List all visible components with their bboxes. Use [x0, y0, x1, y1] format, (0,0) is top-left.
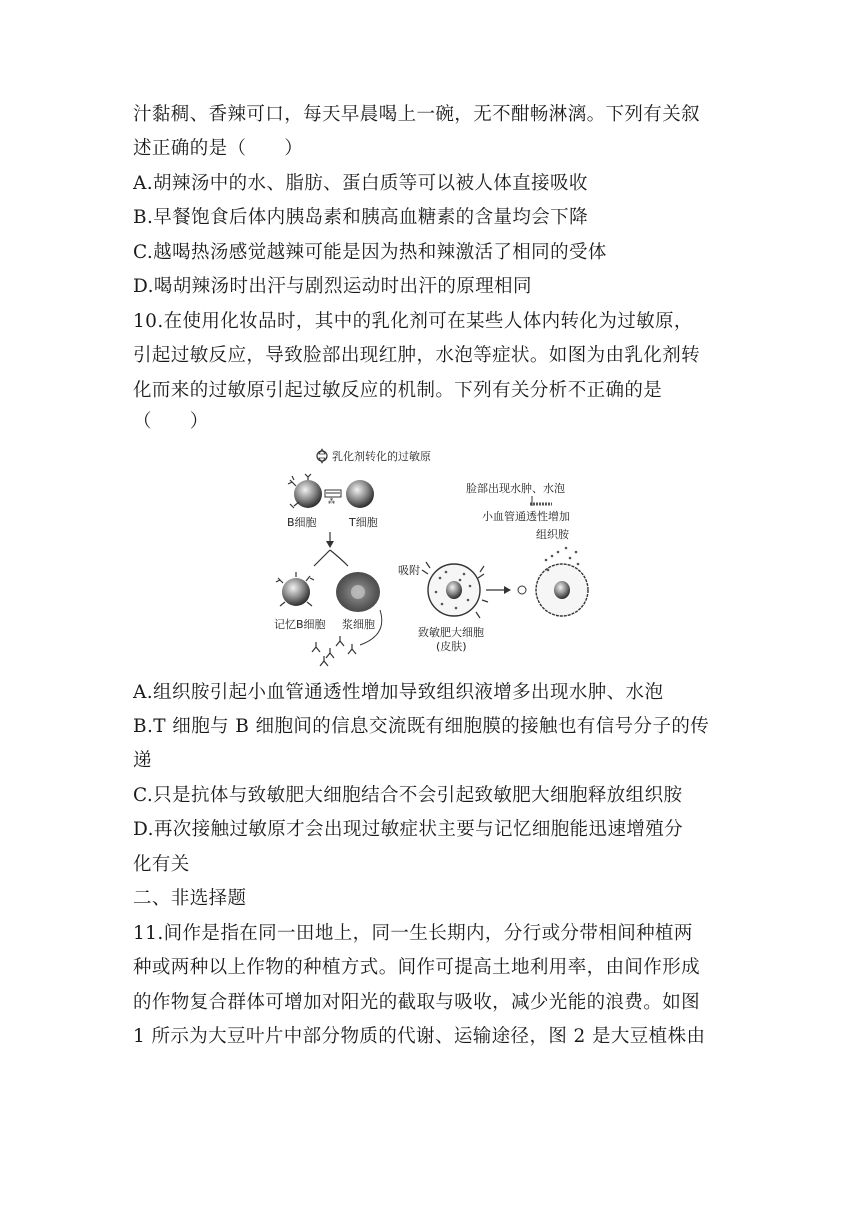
label-memory-b: 记忆B细胞 — [274, 618, 326, 631]
q10-option-d-line1: D.再次接触过敏原才会出现过敏症状主要与记忆细胞能迅速增殖分 — [133, 819, 684, 840]
q11-line4: 1 所示为大豆叶片中部分物质的代谢、运输途径，图 2 是大豆植株由 — [133, 1026, 706, 1047]
label-mast: 致敏肥大细胞 — [418, 626, 484, 639]
q10-stem-line1: 10.在使用化妆品时，其中的乳化剂可在某些人体内转化为过敏原， — [133, 311, 693, 332]
q9-option-b: B.早餐饱食后体内胰岛素和胰高血糖素的含量均会下降 — [133, 207, 588, 228]
q10-option-a: A.组织胺引起小血管通透性增加导致组织液增多出现水肿、水泡 — [133, 682, 664, 703]
bt-contact-icon — [325, 490, 341, 506]
degranulating-cell-icon — [536, 547, 588, 616]
q10-option-d-line2: 化有关 — [133, 854, 190, 875]
label-allergen: 乳化剂转化的过敏原 — [332, 450, 431, 463]
q9-option-a: A.胡辣汤中的水、脂肪、蛋白质等可以被人体直接吸收 — [133, 173, 588, 194]
q11-line2: 种或两种以上作物的种植方式。间作可提高土地利用率，由间作形成 — [133, 957, 701, 978]
b-cell-icon — [288, 474, 322, 508]
q11-line1: 11.间作是指在同一田地上，同一生长期内，分行或分带相间种植两 — [133, 923, 693, 944]
allergy-mechanism-figure — [270, 440, 600, 670]
label-skin: (皮肤) — [436, 640, 467, 653]
label-b-cell: B细胞 — [287, 516, 317, 529]
q10-stem-line2: 引起过敏反应，导致脸部出现红肿，水泡等症状。如图为由乳化剂转 — [133, 345, 701, 366]
allergy-diagram — [270, 440, 600, 670]
plasma-cell-icon — [336, 572, 380, 612]
allergen-icon — [317, 449, 327, 463]
q10-option-c: C.只是抗体与致敏肥大细胞结合不会引起致敏肥大细胞释放组织胺 — [133, 785, 683, 806]
q9-option-d: D.喝胡辣汤时出汗与剧烈运动时出汗的原理相同 — [133, 276, 532, 297]
split-arrow-icon — [314, 532, 348, 566]
q10-option-b-line2: 递 — [133, 750, 152, 771]
svg-text:⁂: ⁂ — [328, 498, 335, 506]
label-face: 脸部出现水肿、水泡 — [466, 482, 565, 495]
label-histamine: 组织胺 — [536, 528, 569, 541]
memory-b-cell-icon — [276, 572, 314, 606]
q10-stem-line3: 化而来的过敏原引起过敏反应的机制。下列有关分析不正确的是 — [133, 380, 663, 401]
q9-stem-line1: 汁黏稠、香辣可口，每天早晨喝上一碗，无不酣畅淋漓。下列有关叙 — [133, 104, 701, 125]
q10-stem-line4: （ ） — [133, 411, 209, 432]
q11-line3: 的作物复合群体可增加对阳光的截取与吸收，减少光能的浪费。如图 — [133, 992, 701, 1013]
label-t-cell: T细胞 — [349, 516, 378, 529]
section-heading: 二、非选择题 — [133, 888, 247, 909]
q9-stem-line2: 述正确的是（ ） — [133, 138, 304, 159]
t-cell-icon — [346, 480, 374, 508]
antibody-icons — [312, 636, 356, 666]
activation-arrow-icon — [486, 586, 526, 594]
q10-option-b-line1: B.T 细胞与 B 细胞间的信息交流既有细胞膜的接触也有信号分子的传 — [133, 716, 710, 737]
label-adsorb: 吸附 — [398, 564, 420, 577]
label-vessel: 小血管通透性增加 — [482, 510, 570, 523]
q9-option-c: C.越喝热汤感觉越辣可能是因为热和辣激活了相同的受体 — [133, 242, 607, 263]
label-plasma: 浆细胞 — [342, 618, 375, 631]
mast-cell-icon — [422, 562, 488, 618]
